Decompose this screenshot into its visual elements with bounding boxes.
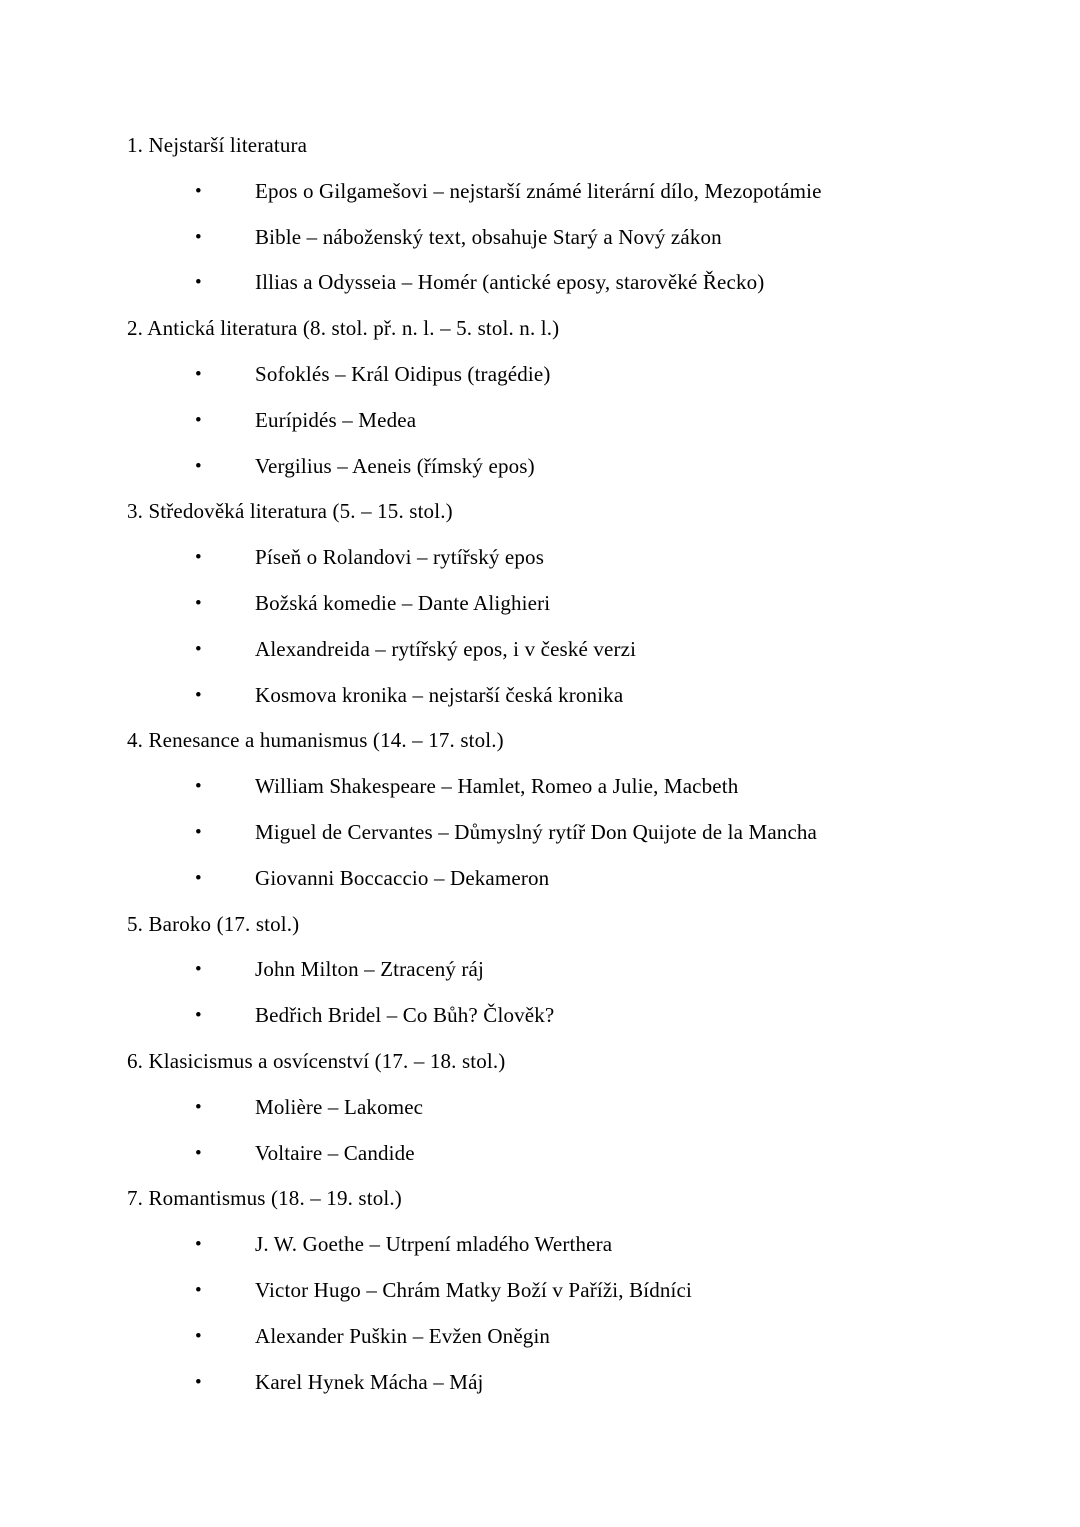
- bullet-icon: •: [195, 226, 202, 248]
- bullet-icon: •: [195, 592, 202, 614]
- bullet-icon: •: [195, 547, 202, 569]
- bullet-icon: •: [195, 363, 202, 385]
- list-item-text: Voltaire – Candide: [255, 1140, 415, 1165]
- list-item-text: Vergilius – Aeneis (římský epos): [255, 453, 535, 478]
- list-item: [0, 1222, 1080, 1268]
- list-item: [0, 535, 1080, 581]
- bullet-icon: •: [195, 638, 202, 660]
- bullet-icon: •: [195, 867, 202, 889]
- list-item: [0, 352, 1080, 398]
- list-item: [0, 398, 1080, 444]
- list-item-text: Epos o Gilgamešovi – nejstarší známé literární dílo, Mezopotámie: [255, 178, 822, 203]
- section-heading: 1. Nejstarší literatura: [127, 133, 308, 157]
- list-item-text: Victor Hugo – Chrám Matky Boží v Paříži, Bídníci: [255, 1277, 692, 1302]
- list-item-text: Božská komedie – Dante Alighieri: [255, 590, 551, 615]
- list-item: [0, 260, 1080, 306]
- section-heading: 5. Baroko (17. stol.): [127, 911, 300, 936]
- list-item-text: Kosmova kronika – nejstarší česká kronika: [255, 682, 624, 707]
- list-item: [0, 810, 1080, 856]
- bullet-icon: •: [195, 959, 202, 981]
- list-item: [0, 673, 1080, 719]
- section-heading: 3. Středověká literatura (5. – 15. stol.): [127, 499, 453, 524]
- bullet-icon: •: [195, 821, 202, 843]
- section-heading: 2. Antická literatura (8. stol. př. n. l. – 5. stol. n. l.): [127, 316, 560, 341]
- list-item-text: Karel Hynek Mácha – Máj: [255, 1369, 484, 1394]
- list-item: [0, 169, 1080, 215]
- list-item-text: John Milton – Ztracený ráj: [255, 957, 485, 982]
- list-item: [0, 1268, 1080, 1314]
- section-heading: 7. Romantismus (18. – 19. stol.): [127, 1186, 402, 1211]
- list-item-text: Sofoklés – Král Oidipus (tragédie): [255, 361, 551, 386]
- bullet-icon: •: [195, 1325, 202, 1347]
- list-item-text: Eurípidés – Medea: [255, 407, 417, 432]
- list-item-text: Illias a Odysseia – Homér (antické eposy, starověké Řecko): [255, 270, 765, 295]
- section-heading: 6. Klasicismus a osvícenství (17. – 18. stol.): [127, 1048, 506, 1073]
- list-item-text: Alexandreida – rytířský epos, i v české verzi: [255, 636, 637, 661]
- bullet-icon: •: [195, 180, 202, 202]
- bullet-icon: •: [195, 455, 202, 477]
- bullet-icon: •: [195, 1371, 202, 1393]
- list-item-text: Giovanni Boccaccio – Dekameron: [255, 865, 550, 890]
- list-item: [0, 215, 1080, 261]
- list-item-text: Molière – Lakomec: [255, 1094, 424, 1119]
- bullet-icon: •: [195, 1279, 202, 1301]
- list-item: [0, 1314, 1080, 1360]
- list-item: [0, 856, 1080, 902]
- list-item: [0, 444, 1080, 490]
- bullet-icon: •: [195, 776, 202, 798]
- list-item: [0, 581, 1080, 627]
- list-item: [0, 1360, 1080, 1406]
- list-item: [0, 1131, 1080, 1177]
- bullet-icon: •: [195, 684, 202, 706]
- list-item: [0, 1085, 1080, 1131]
- bullet-icon: •: [195, 272, 202, 294]
- list-item-text: J. W. Goethe – Utrpení mladého Werthera: [255, 1232, 613, 1257]
- section-heading: 4. Renesance a humanismus (14. – 17. stol.): [127, 728, 504, 753]
- bullet-icon: •: [195, 1234, 202, 1256]
- list-item-text: Bedřich Bridel – Co Bůh? Člověk?: [255, 1003, 555, 1028]
- bullet-icon: •: [195, 1005, 202, 1027]
- list-item: [0, 764, 1080, 810]
- list-item-text: Alexander Puškin – Evžen Oněgin: [255, 1323, 551, 1348]
- bullet-icon: •: [195, 1142, 202, 1164]
- list-item-text: Bible – náboženský text, obsahuje Starý a Nový zákon: [255, 224, 722, 249]
- list-item: [0, 947, 1080, 993]
- bullet-icon: •: [195, 1096, 202, 1118]
- list-item-text: Píseň o Rolandovi – rytířský epos: [255, 545, 545, 570]
- list-item: [0, 993, 1080, 1039]
- list-item-text: William Shakespeare – Hamlet, Romeo a Julie, Macbeth: [255, 774, 739, 799]
- bullet-icon: •: [195, 409, 202, 431]
- list-item-text: Miguel de Cervantes – Důmyslný rytíř Don Quijote de la Mancha: [255, 819, 818, 844]
- list-item: [0, 627, 1080, 673]
